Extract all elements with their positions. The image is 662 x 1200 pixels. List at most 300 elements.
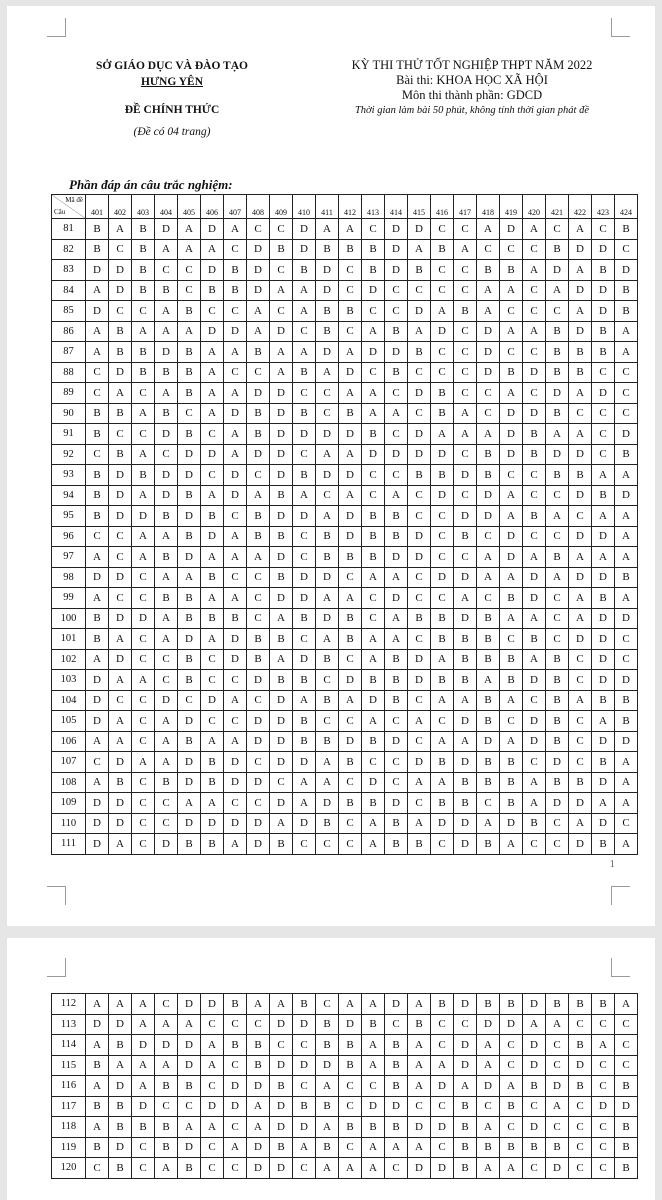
- answer-cell: C: [385, 280, 408, 301]
- answer-cell: D: [523, 670, 546, 691]
- answer-cell: C: [569, 1137, 592, 1158]
- answer-cell: B: [155, 772, 178, 793]
- answer-cell: D: [201, 994, 224, 1015]
- answer-cell: B: [362, 506, 385, 527]
- answer-cell: D: [109, 465, 132, 486]
- answer-cell: B: [546, 547, 569, 568]
- answer-cell: C: [569, 649, 592, 670]
- answer-cell: D: [477, 1014, 500, 1035]
- answer-cell: A: [477, 219, 500, 240]
- answer-cell: B: [546, 731, 569, 752]
- answer-cell: C: [339, 260, 362, 281]
- answer-cell: D: [592, 813, 615, 834]
- answer-cell: D: [454, 567, 477, 588]
- answer-cell: C: [385, 711, 408, 732]
- answer-cell: A: [408, 711, 431, 732]
- answer-cell: B: [155, 280, 178, 301]
- answer-cell: D: [408, 1117, 431, 1138]
- answer-cell: B: [477, 711, 500, 732]
- answer-cell: B: [316, 1035, 339, 1056]
- answer-cell: C: [178, 690, 201, 711]
- answer-cell: B: [316, 321, 339, 342]
- answer-cell: C: [431, 362, 454, 383]
- answer-cell: B: [523, 813, 546, 834]
- answer-cell: B: [592, 260, 615, 281]
- answer-cell: A: [155, 1055, 178, 1076]
- exam-code-header: 413: [362, 195, 385, 219]
- answer-cell: A: [293, 301, 316, 322]
- answer-cell: D: [270, 711, 293, 732]
- answer-cell: A: [362, 1137, 385, 1158]
- exam-code-header: 412: [339, 195, 362, 219]
- question-number: 96: [52, 526, 86, 547]
- answer-cell: D: [224, 629, 247, 650]
- answer-cell: D: [431, 1158, 454, 1179]
- answer-cell: A: [293, 690, 316, 711]
- answer-cell: D: [523, 403, 546, 424]
- answer-cell: C: [132, 690, 155, 711]
- answer-cell: C: [247, 608, 270, 629]
- answer-cell: A: [247, 1096, 270, 1117]
- exam-code-header: 410: [293, 195, 316, 219]
- answer-cell: A: [316, 1117, 339, 1138]
- answer-cell: A: [615, 526, 638, 547]
- answer-cell: D: [86, 567, 109, 588]
- answer-cell: A: [224, 383, 247, 404]
- question-number: 115: [52, 1055, 86, 1076]
- answer-cell: A: [293, 1137, 316, 1158]
- department-name: SỞ GIÁO DỤC VÀ ĐÀO TẠO: [96, 60, 248, 72]
- answer-cell: C: [224, 711, 247, 732]
- answer-cell: A: [569, 588, 592, 609]
- answer-cell: C: [109, 239, 132, 260]
- answer-cell: B: [454, 1117, 477, 1138]
- answer-cell: D: [201, 1096, 224, 1117]
- answer-cell: C: [431, 260, 454, 281]
- answer-cell: A: [293, 772, 316, 793]
- answer-cell: B: [546, 711, 569, 732]
- answer-cell: D: [431, 1076, 454, 1097]
- answer-cell: B: [86, 506, 109, 527]
- answer-cell: B: [477, 772, 500, 793]
- answer-cell: B: [86, 465, 109, 486]
- answer-cell: B: [201, 567, 224, 588]
- answer-cell: A: [201, 342, 224, 363]
- answer-cell: B: [454, 301, 477, 322]
- answer-cell: D: [385, 731, 408, 752]
- answer-cell: B: [109, 1117, 132, 1138]
- answer-cell: B: [270, 1137, 293, 1158]
- answer-cell: B: [477, 608, 500, 629]
- answer-cell: A: [109, 629, 132, 650]
- answer-cell: A: [362, 834, 385, 855]
- answer-cell: A: [477, 567, 500, 588]
- answer-cell: A: [201, 383, 224, 404]
- answer-cell: C: [293, 834, 316, 855]
- answer-cell: B: [247, 506, 270, 527]
- answer-cell: C: [178, 260, 201, 281]
- answer-cell: C: [569, 670, 592, 691]
- answer-cell: B: [500, 752, 523, 773]
- official-label: ĐỀ CHÍNH THỨC: [124, 104, 220, 116]
- answer-cell: A: [477, 301, 500, 322]
- table-row: [52, 485, 638, 506]
- answer-cell: B: [615, 219, 638, 240]
- exam-code-header: 406: [201, 195, 224, 219]
- answer-cell: B: [293, 362, 316, 383]
- answer-cell: D: [247, 239, 270, 260]
- answer-cell: B: [155, 362, 178, 383]
- answer-cell: B: [155, 547, 178, 568]
- answer-cell: C: [408, 280, 431, 301]
- answer-cell: C: [201, 424, 224, 445]
- answer-cell: C: [86, 752, 109, 773]
- answer-cell: D: [155, 424, 178, 445]
- answer-cell: D: [178, 711, 201, 732]
- answer-cell: D: [385, 239, 408, 260]
- answer-cell: B: [247, 1055, 270, 1076]
- answer-cell: B: [592, 588, 615, 609]
- question-number: 105: [52, 711, 86, 732]
- question-number: 95: [52, 506, 86, 527]
- answer-cell: A: [477, 1117, 500, 1138]
- answer-cell: A: [477, 280, 500, 301]
- answer-cell: C: [362, 485, 385, 506]
- answer-cell: C: [247, 690, 270, 711]
- answer-cell: D: [155, 1035, 178, 1056]
- answer-cell: C: [201, 465, 224, 486]
- answer-cell: B: [385, 670, 408, 691]
- answer-cell: D: [339, 526, 362, 547]
- answer-cell: B: [454, 670, 477, 691]
- table-row: [52, 608, 638, 629]
- answer-cell: D: [431, 321, 454, 342]
- answer-cell: D: [431, 1117, 454, 1138]
- answer-cell: A: [109, 670, 132, 691]
- answer-cell: A: [362, 321, 385, 342]
- answer-cell: C: [431, 526, 454, 547]
- answer-table-continued: [51, 993, 638, 1179]
- answer-cell: C: [385, 752, 408, 773]
- answer-cell: A: [431, 772, 454, 793]
- answer-cell: A: [615, 588, 638, 609]
- answer-cell: C: [339, 567, 362, 588]
- answer-cell: B: [86, 1055, 109, 1076]
- answer-cell: B: [615, 301, 638, 322]
- answer-cell: B: [500, 588, 523, 609]
- answer-cell: D: [523, 711, 546, 732]
- answer-cell: D: [270, 383, 293, 404]
- answer-cell: C: [339, 280, 362, 301]
- answer-cell: A: [270, 649, 293, 670]
- answer-cell: C: [247, 362, 270, 383]
- answer-cell: B: [615, 280, 638, 301]
- answer-cell: D: [546, 793, 569, 814]
- answer-cell: C: [431, 280, 454, 301]
- answer-cell: C: [546, 1117, 569, 1138]
- answer-cell: C: [431, 1096, 454, 1117]
- answer-cell: A: [385, 629, 408, 650]
- answer-cell: D: [362, 280, 385, 301]
- answer-cell: B: [293, 731, 316, 752]
- answer-cell: C: [500, 239, 523, 260]
- answer-cell: D: [615, 424, 638, 445]
- answer-cell: D: [454, 711, 477, 732]
- exam-code-header: 418: [477, 195, 500, 219]
- answer-cell: A: [178, 239, 201, 260]
- answer-cell: D: [500, 813, 523, 834]
- question-number: 117: [52, 1096, 86, 1117]
- crop-mark: [47, 18, 66, 37]
- answer-cell: B: [155, 588, 178, 609]
- answer-cell: A: [316, 444, 339, 465]
- answer-cell: B: [224, 280, 247, 301]
- answer-cell: B: [132, 260, 155, 281]
- answer-cell: A: [132, 547, 155, 568]
- answer-cell: B: [362, 260, 385, 281]
- answer-cell: C: [615, 239, 638, 260]
- answer-cell: D: [523, 567, 546, 588]
- answer-cell: B: [477, 465, 500, 486]
- answer-cell: C: [500, 1117, 523, 1138]
- answer-cell: D: [155, 342, 178, 363]
- answer-cell: B: [247, 424, 270, 445]
- answer-cell: B: [477, 752, 500, 773]
- answer-cell: A: [454, 403, 477, 424]
- answer-cell: D: [385, 444, 408, 465]
- answer-cell: A: [270, 994, 293, 1015]
- answer-cell: D: [523, 1055, 546, 1076]
- answer-cell: B: [454, 1096, 477, 1117]
- answer-cell: D: [523, 731, 546, 752]
- answer-cell: A: [86, 280, 109, 301]
- answer-cell: B: [293, 994, 316, 1015]
- answer-cell: B: [293, 711, 316, 732]
- answer-cell: D: [224, 321, 247, 342]
- answer-cell: A: [178, 567, 201, 588]
- answer-cell: A: [385, 1137, 408, 1158]
- answer-cell: B: [178, 649, 201, 670]
- answer-cell: B: [178, 342, 201, 363]
- answer-cell: D: [316, 342, 339, 363]
- answer-cell: A: [477, 813, 500, 834]
- answer-cell: A: [201, 588, 224, 609]
- exam-title: KỲ THI THỬ TỐT NGHIỆP THPT NĂM 2022: [351, 58, 593, 72]
- answer-cell: A: [132, 1055, 155, 1076]
- answer-cell: C: [270, 260, 293, 281]
- answer-cell: C: [523, 301, 546, 322]
- answer-cell: C: [592, 1014, 615, 1035]
- answer-cell: B: [500, 994, 523, 1015]
- answer-cell: C: [362, 219, 385, 240]
- answer-cell: C: [477, 383, 500, 404]
- answer-cell: B: [201, 506, 224, 527]
- answer-cell: D: [592, 383, 615, 404]
- answer-cell: D: [385, 260, 408, 281]
- answer-cell: D: [454, 813, 477, 834]
- answer-cell: D: [178, 772, 201, 793]
- answer-cell: D: [86, 834, 109, 855]
- answer-cell: B: [270, 526, 293, 547]
- answer-cell: C: [408, 793, 431, 814]
- answer-cell: B: [293, 465, 316, 486]
- answer-cell: A: [500, 321, 523, 342]
- answer-cell: D: [155, 690, 178, 711]
- answer-cell: D: [546, 1076, 569, 1097]
- answer-cell: B: [293, 1096, 316, 1117]
- answer-cell: A: [201, 239, 224, 260]
- answer-cell: D: [454, 608, 477, 629]
- answer-cell: D: [293, 752, 316, 773]
- question-number: 94: [52, 485, 86, 506]
- answer-cell: B: [454, 793, 477, 814]
- answer-cell: D: [362, 772, 385, 793]
- answer-cell: B: [362, 670, 385, 691]
- answer-cell: D: [385, 547, 408, 568]
- table-row: [52, 403, 638, 424]
- answer-cell: B: [546, 342, 569, 363]
- answer-cell: D: [500, 424, 523, 445]
- answer-cell: D: [132, 506, 155, 527]
- answer-cell: B: [569, 342, 592, 363]
- exam-code-header: 421: [546, 195, 569, 219]
- answer-cell: C: [339, 772, 362, 793]
- answer-cell: B: [247, 526, 270, 547]
- answer-cell: D: [546, 260, 569, 281]
- answer-cell: B: [109, 444, 132, 465]
- answer-cell: D: [293, 506, 316, 527]
- answer-cell: D: [454, 1035, 477, 1056]
- answer-cell: C: [615, 362, 638, 383]
- answer-cell: A: [592, 465, 615, 486]
- exam-code-header: 414: [385, 195, 408, 219]
- answer-cell: D: [224, 813, 247, 834]
- table-row: [52, 834, 638, 855]
- answer-cell: A: [546, 280, 569, 301]
- answer-cell: A: [339, 444, 362, 465]
- answer-cell: D: [224, 1096, 247, 1117]
- answer-cell: A: [615, 547, 638, 568]
- answer-cell: B: [546, 994, 569, 1015]
- question-number: 90: [52, 403, 86, 424]
- answer-cell: D: [178, 629, 201, 650]
- answer-cell: C: [339, 1137, 362, 1158]
- answer-cell: D: [293, 813, 316, 834]
- answer-cell: B: [523, 1137, 546, 1158]
- answer-cell: D: [477, 506, 500, 527]
- answer-cell: D: [339, 670, 362, 691]
- answer-cell: B: [86, 1096, 109, 1117]
- answer-cell: D: [408, 526, 431, 547]
- answer-cell: A: [178, 219, 201, 240]
- question-number: 111: [52, 834, 86, 855]
- exam-code-header: 416: [431, 195, 454, 219]
- answer-cell: C: [155, 994, 178, 1015]
- answer-cell: A: [339, 383, 362, 404]
- exam-time: Thời gian làm bài 50 phút, không tính thời gian phát đề: [354, 105, 590, 116]
- answer-cell: A: [408, 321, 431, 342]
- answer-cell: D: [155, 485, 178, 506]
- answer-cell: C: [454, 219, 477, 240]
- question-number: 86: [52, 321, 86, 342]
- answer-cell: B: [385, 506, 408, 527]
- answer-cell: D: [178, 1055, 201, 1076]
- answer-cell: D: [408, 424, 431, 445]
- answer-cell: A: [178, 1117, 201, 1138]
- answer-cell: C: [615, 1055, 638, 1076]
- question-number: 116: [52, 1076, 86, 1097]
- answer-cell: B: [178, 383, 201, 404]
- answer-cell: B: [339, 1055, 362, 1076]
- answer-cell: C: [247, 752, 270, 773]
- answer-cell: A: [615, 793, 638, 814]
- answer-cell: C: [408, 403, 431, 424]
- province-name: HƯNG YÊN: [140, 76, 204, 88]
- answer-cell: B: [500, 1137, 523, 1158]
- answer-cell: A: [155, 752, 178, 773]
- table-row: [52, 994, 638, 1015]
- answer-cell: C: [362, 588, 385, 609]
- answer-cell: D: [86, 690, 109, 711]
- exam-code-header: 424: [615, 195, 638, 219]
- answer-cell: D: [569, 321, 592, 342]
- answer-cell: C: [546, 526, 569, 547]
- answer-cell: A: [224, 1137, 247, 1158]
- answer-cell: B: [201, 834, 224, 855]
- answer-cell: D: [316, 465, 339, 486]
- answer-cell: D: [178, 506, 201, 527]
- answer-cell: C: [339, 711, 362, 732]
- answer-cell: A: [615, 994, 638, 1015]
- answer-cell: B: [592, 752, 615, 773]
- answer-cell: C: [546, 1055, 569, 1076]
- answer-cell: B: [316, 813, 339, 834]
- answer-cell: B: [178, 588, 201, 609]
- answer-cell: A: [293, 793, 316, 814]
- table-row: [52, 793, 638, 814]
- answer-cell: C: [132, 383, 155, 404]
- answer-cell: C: [132, 793, 155, 814]
- answer-cell: A: [569, 813, 592, 834]
- table-row: [52, 649, 638, 670]
- corner-exam-code-label: Mã đề: [65, 196, 83, 204]
- answer-cell: C: [109, 588, 132, 609]
- answer-cell: C: [385, 424, 408, 445]
- answer-cell: A: [615, 465, 638, 486]
- answer-cell: C: [109, 547, 132, 568]
- table-row: [52, 670, 638, 691]
- answer-cell: A: [316, 506, 339, 527]
- answer-cell: A: [592, 711, 615, 732]
- answer-cell: A: [224, 834, 247, 855]
- answer-cell: D: [569, 444, 592, 465]
- answer-cell: A: [385, 403, 408, 424]
- answer-cell: A: [477, 424, 500, 445]
- answer-cell: D: [339, 424, 362, 445]
- answer-cell: A: [569, 219, 592, 240]
- answer-cell: B: [385, 1076, 408, 1097]
- question-number: 84: [52, 280, 86, 301]
- answer-cell: A: [523, 793, 546, 814]
- answer-cell: A: [178, 793, 201, 814]
- answer-cell: C: [592, 1117, 615, 1138]
- answer-cell: A: [201, 793, 224, 814]
- answer-cell: B: [615, 1117, 638, 1138]
- answer-cell: B: [339, 547, 362, 568]
- answer-cell: A: [362, 994, 385, 1015]
- answer-cell: B: [431, 465, 454, 486]
- table-header-row: [52, 195, 638, 219]
